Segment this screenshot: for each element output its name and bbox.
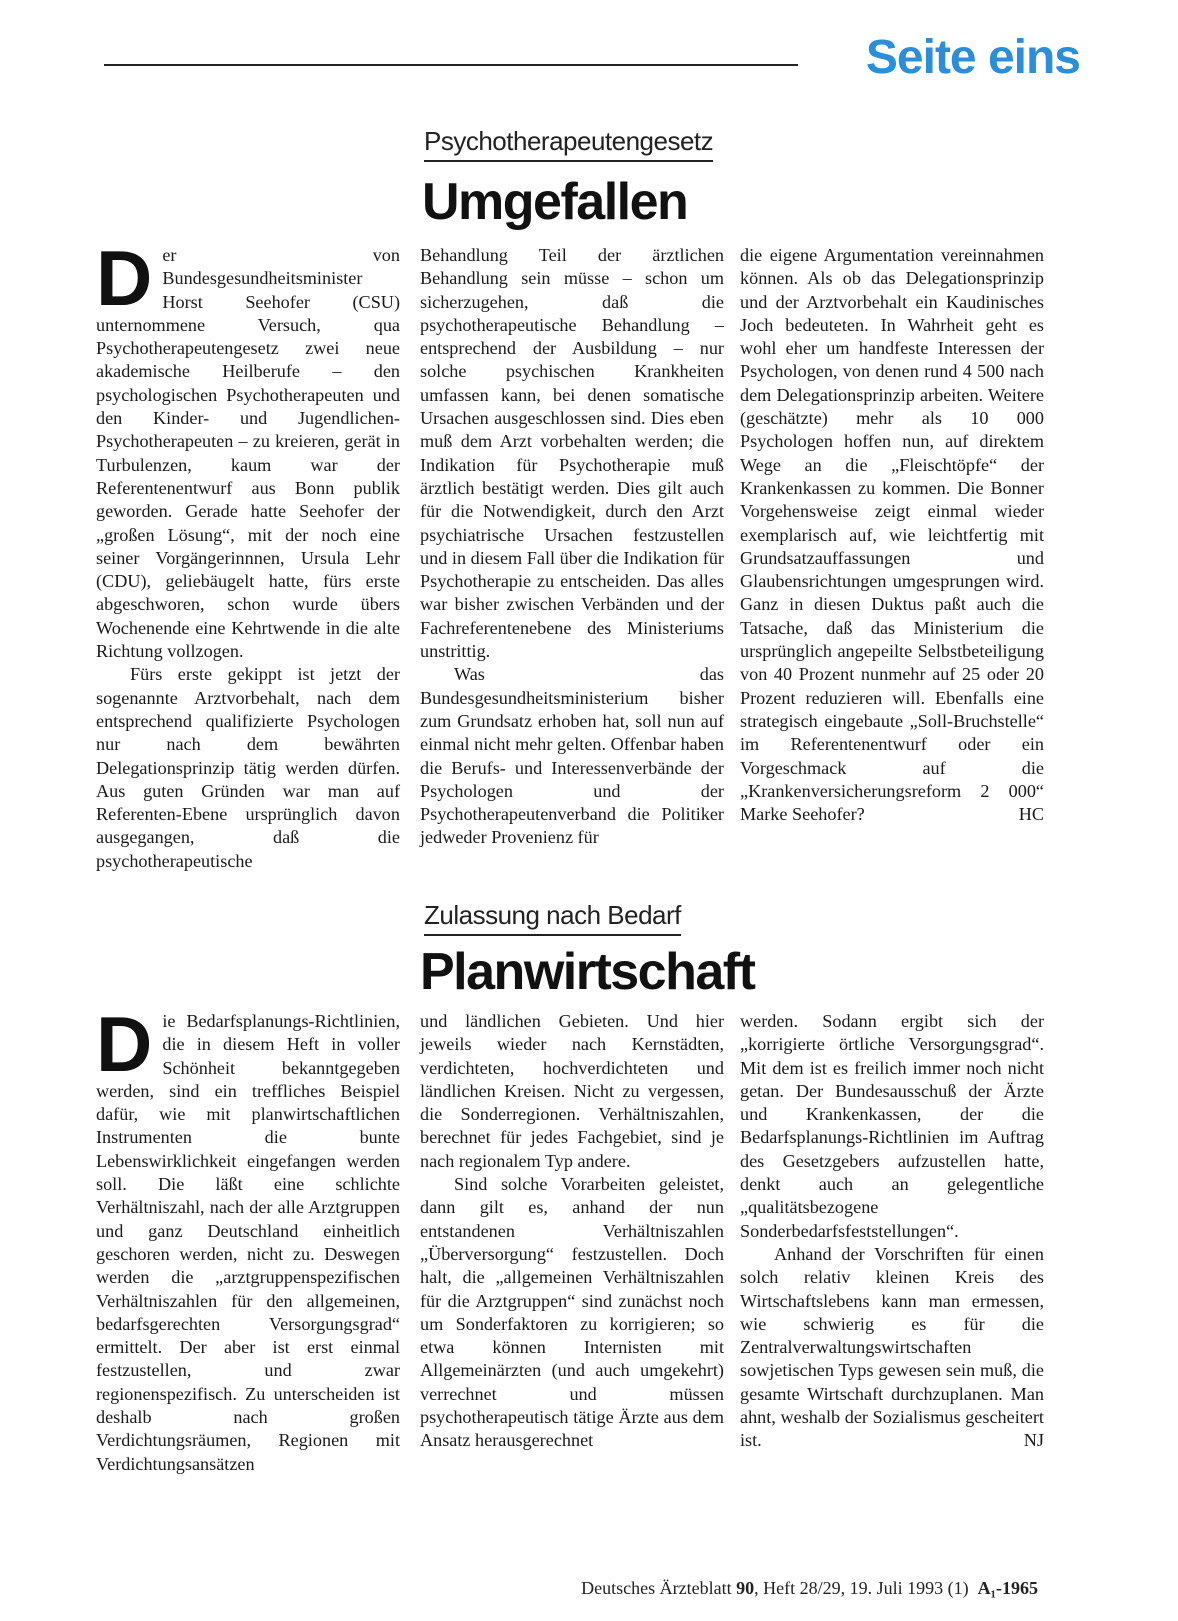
article1-col2-paragraph-2: Was das Bundesgesundheitsministerium bisher zum Grundsatz erhoben hat, soll nun auf einmal nicht mehr gelten. Offenbar haben die Berufs- und Interessenverbände der Psychologen und der Psychotherapeutenverband die Politiker jedweder Provenienz für [420,664,724,848]
article1-column-1 [96,234,400,873]
article2-column-2 [420,1010,724,1453]
section-label: Seite eins [865,31,1080,84]
article1-signature: HC [1018,804,1044,825]
header-rule [104,64,798,66]
article1-col1-paragraph-2: Fürs erste gekippt ist jetzt der sogenannte Arztvorbehalt, nach dem entsprechend qualifizierte Psychologen nur nach dem bewährten Delegationsprinzip tätig werden dürfen. Aus guten Gründen war man auf Referenten-Ebene ursprünglich davon ausgegangen, daß die psychotherapeutische [96,664,400,871]
article2-column-3 [740,1010,1044,1453]
article1-kicker: Psychotherapeutengesetz [424,126,713,162]
article2-column-1 [96,1000,400,1476]
footer-page-number: A₁-1965 [977,1578,1038,1598]
article2-headline: Planwirtschaft [420,943,755,1001]
article1-column-2 [420,244,724,850]
article1-col2-paragraph-1: Behandlung Teil der ärztlichen Behandlung sein müsse – schon um sicherzugehen, daß die psychotherapeutische Behandlung – entsprechend der Ausbildung – nur solche psychischen Krankheiten umfassen kann, bei denen somatische Ursachen ausgeschlossen sind. Dies eben muß dem Arzt vorbehalten werden; die Indikation für Psychotherapie muß ärztlich bestätigt werden. Dies gilt auch für die Notwendigkeit, durch den Arzt psychiatrische Ursachen festzustellen und in diesem Fall über die Indikation für Psychotherapie zu entscheiden. Das alles war bisher zwischen Verbänden und der Fachreferentenebene des Ministeriums unstrittig. [420,245,724,662]
article2-col3-paragraph-1: werden. Sodann ergibt sich der „korrigierte örtliche Versorgungsgrad“. Mit dem ist es freilich immer noch nicht getan. Der Bundesausschuß der Ärzte und Krankenkassen, der die Bedarfsplanungs-Richtlinien im Auftrag des Gesetzgebers aufzustellen hatte, denkt auch an gelegentliche „qualitätsbezogene Sonderbedarfsfeststellungen“. [740,1011,1044,1241]
article2-col3-paragraph-2: Anhand der Vorschriften für einen solch relativ kleinen Kreis des Wirtschaftslebens kann man ermessen, wie schwierig es für die Zentralverwaltungswirtschaften sowjetischen Typs gewesen sein muß, die gesamte Wirtschaft durchzuplanen. Man ahnt, weshalb der Sozialismus gescheitert ist. NJ [740,1243,1044,1453]
article2-col1-paragraph-1: Die Bedarfsplanungs-Richtlinien, die in diesem Heft in voller Schönheit bekanntgegeben werden, sind ein treffliches Beispiel dafür, wie mit planwirtschaftlichen Instrumenten die bunte Lebenswirklichkeit eingefangen werden soll. Die läßt eine schlichte Verhältniszahl, nach der alle Arztgruppen und ganz Deutschland einheitlich geschoren werden, nicht zu. Deswegen werden die „arztgruppenspezifischen Verhältniszahlen für den allgemeinen, bedarfsgerechten Versorgungsgrad“ ermittelt. Der aber ist erst einmal festzustellen, und zwar regionenspezifisch. Zu unterscheiden ist deshalb nach großen Verdichtungsräumen, Regionen mit Verdichtungsansätzen [96,1000,400,1474]
page-footer [581,1578,1038,1599]
article1-col1-paragraph-1: Der von Bundesgesundheitsminister Horst Seehofer (CSU) unternommene Versuch, qua Psychotherapeutengesetz zwei neue akademische Heilberufe – den psychologischen Psychotherapeuten und den Kinder- und Jugendlichen-Psychotherapeuten – zu kreieren, gerät in Turbulenzen, kaum war der Referentenentwurf aus Bonn publik geworden. Gerade hatte Seehofer der „großen Lösung“, mit der noch eine seiner Vorgängerinnnen, Ursula Lehr (CDU), geliebäugelt hatte, fürs erste abgeschworen, schon wurde übers Wochenende eine Kehrtwende in die alte Richtung vollzogen. [96,234,400,662]
article1-headline: Umgefallen [422,173,688,231]
footer-volume: 90 [736,1578,755,1598]
article1-col3-paragraph-1: die eigene Argumentation vereinnahmen können. Als ob das Delegationsprinzip und der Arztvorbehalt ein Kaudinisches Joch bedeuteten. In Wahrheit geht es wohl eher um handfeste Interessen der Psychologen, von denen rund 4 500 nach dem Delegationsprinzip arbeiten. Weitere (geschätzte) mehr als 10 000 Psychologen hoffen nun, auf direktem Wege an die „Fleischtöpfe“ der Krankenkassen zu kommen. Die Bonner Vorgehensweise zeigt einmal wieder exemplarisch auf, wie leichtfertig mit Grundsatzauffassungen und Glaubensrichtungen umgesprungen wird. Ganz in diesen Duktus paßt auch die Tatsache, daß das Ministerium die ursprünglich angepeilte Selbstbeteiligung von 40 Prozent nunmehr auf 25 oder 20 Prozent reduzieren will. Ebenfalls eine strategisch eingebaute „Soll-Bruchstelle“ im Referentenentwurf oder ein Vorgeschmack auf die „Krankenversicherungsreform 2 000“ Marke Seehofer? HC [740,244,1044,826]
article2-dropcap: D [96,1000,153,1088]
article2-col2-paragraph-2: Sind solche Vorarbeiten geleistet, dann gilt es, anhand der nun entstandenen Verhältniszahlen „Überversorgung“ festzustellen. Doch halt, die „allgemeinen Verhältniszahlen für die Arztgruppen“ sind zunächst noch um Sonderfaktoren zu korrigieren; so etwa können Internisten mit Allgemeinärzten (und auch umgekehrt) verrechnet und müssen psychotherapeutisch tätige Ärzte aus dem Ansatz herausgerechnet [420,1174,724,1451]
article1-dropcap: D [96,234,153,322]
article1-column-3 [740,244,1044,826]
article2-signature: NJ [1023,1430,1044,1451]
article2-col2-paragraph-1: und ländlichen Gebieten. Und hier jeweils wieder nach Kernstädten, verdichteten, hochverdichteten und ländlichen Kreisen. Nicht zu vergessen, die Sonderregionen. Verhältniszahlen, berechnet für jedes Fachgebiet, sind je nach regionalem Typ andere. [420,1011,724,1171]
article2-kicker: Zulassung nach Bedarf [424,900,681,936]
footer-issue-date: , Heft 28/29, 19. Juli 1993 (1) [754,1578,969,1598]
footer-publication: Deutsches Ärzteblatt [581,1578,732,1598]
